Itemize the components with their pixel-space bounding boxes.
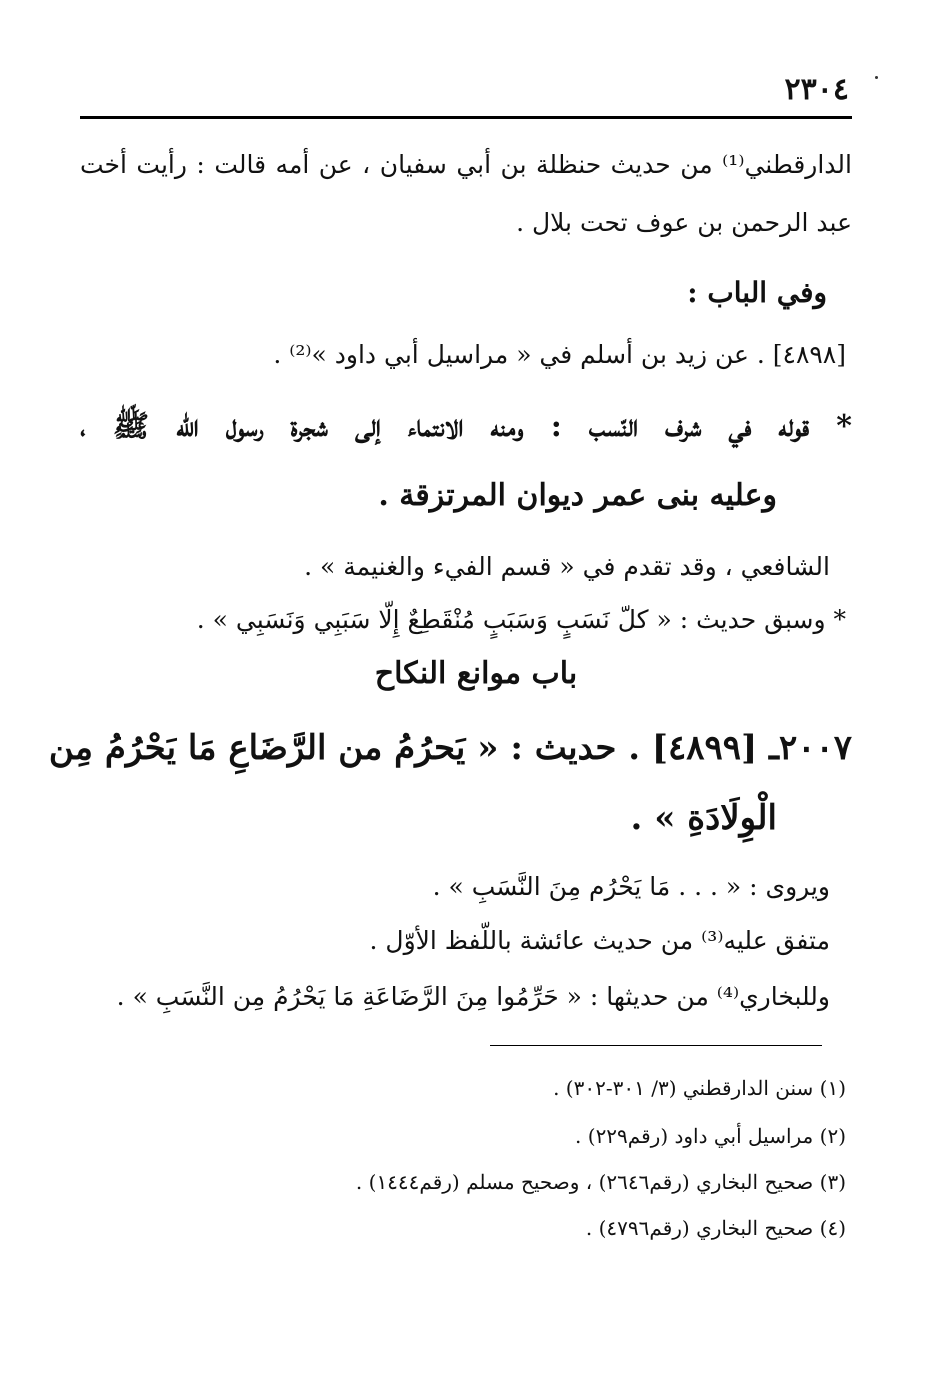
footnote: (٢) مراسيل أبي داود (رقم٢٢٩) . [575,1124,846,1148]
margin-mark [875,76,878,79]
footnote: (٤) صحيح البخاري (رقم٤٧٩٦) . [585,1216,846,1240]
page-number: ٢٣٠٤ [784,72,849,107]
paragraph-line: الشافعي ، وقد تقدم في « قسم الفيء والغنيمة » . [304,552,830,581]
paragraph-line: وللبخاري⁽⁴⁾ من حديثها : « حَرِّمُوا مِنَ الرَّضَاعَةِ مَا يَحْرُمُ مِن النَّسَبِ » . [116,982,830,1011]
header-rule [80,116,852,119]
bold-statement-line: وعليه بنى عمر ديوان المرتزقة . [378,478,777,513]
paragraph-line: عبد الرحمن بن عوف تحت بلال . [516,208,852,237]
paragraph-line: ويروى : « . . . مَا يَحْرُم مِنَ النَّسَبِ » . [432,872,830,901]
footnote: (٣) صحيح البخاري (رقم٢٦٤٦) ، وصحيح مسلم (رقم١٤٤٤) . [355,1170,846,1194]
chapter-title: باب موانع النكاح [374,656,578,691]
bold-statement-line: * قوله في شرف النّسب : ومنه الانتماء إلى شجرة رسول الله ﷺ ، [80,409,852,444]
hadith-heading-line: ٢٠٠٧ـ [٤٨٩٩] . حديث : « يَحرُمُ من الرَّضَاعِ مَا يَحْرُمُ مِن [48,728,852,768]
footnote: (١) سنن الدارقطني (٣/ ٣٠١-٣٠٢) . [553,1076,846,1100]
hadith-line: * وسبق حديث : « كلّ نَسَبٍ وَسَبَبٍ مُنْقَطِعٌ إِلّا سَبَبِي وَنَسَبِي » . [196,605,846,634]
hadith-heading-line: الْوِلَادَةِ » . [630,798,777,838]
reference-line: [٤٨٩٨] . عن زيد بن أسلم في « مراسيل أبي داود »⁽²⁾ . [273,340,846,369]
section-heading: وفي الباب : [687,276,827,309]
paragraph-line: متفق عليه⁽³⁾ من حديث عائشة باللّفظ الأوّل . [369,926,830,955]
paragraph-line: الدارقطني⁽¹⁾ من حديث حنظلة بن أبي سفيان ، عن أمه قالت : رأيت أخت [80,150,852,179]
footnote-rule [490,1045,822,1046]
